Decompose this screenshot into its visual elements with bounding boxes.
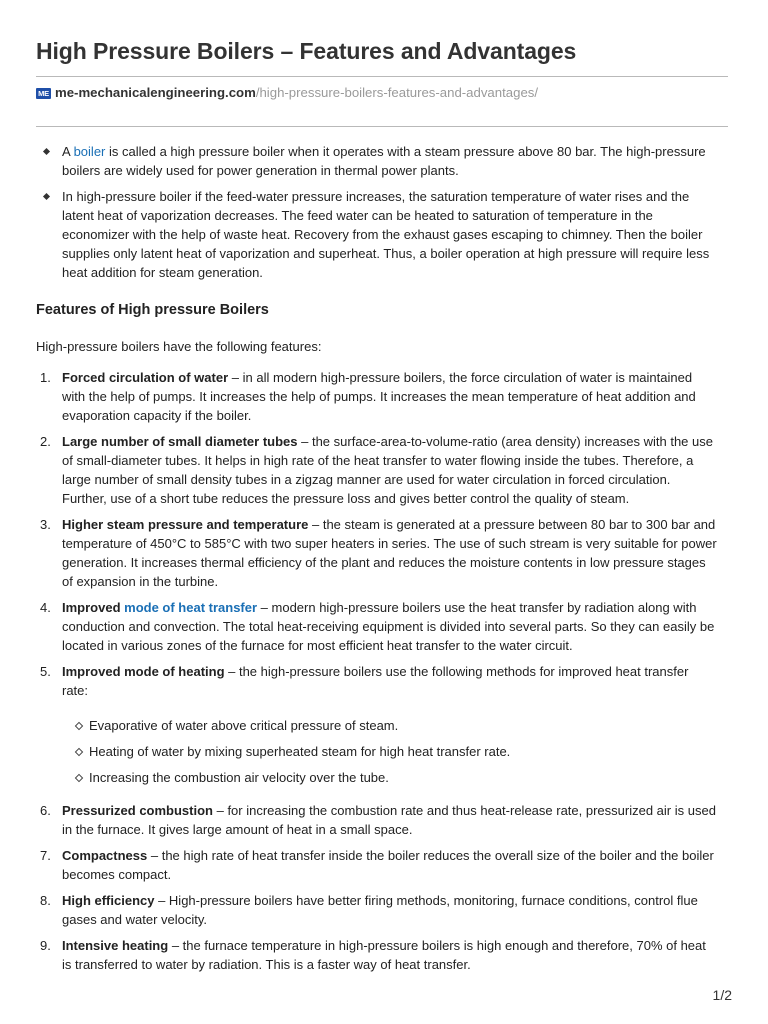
source-domain[interactable]: me-mechanicalengineering.com [55,85,256,100]
feature-text: – the high rate of heat transfer inside the boiler reduces the overall size of the boiler and the boiler becomes compact. [62,848,714,882]
item-number: 2. [40,434,51,449]
feature-item [40,891,718,929]
sub-list-item: Evaporative of water above critical pressure of steam. [89,716,718,735]
feature-item [40,846,718,884]
list-item: In high-pressure boiler if the feed-water pressure increases, the saturation temperature of water rises and the latent heat of vaporization decreases. The feed water can be heated to saturation of temperature in the economizer with the help of waste heat. Recovery from the exhaust gases escaping to chimney. Then the boiler supplies only latent heat of vaporization and superheat. Thus, a boiler operation at high pressure will require less heat addition for steam generation. [62,187,718,282]
features-heading: Features of High pressure Boilers [36,302,269,318]
bullet-text: is called a high pressure boiler when it operates with a steam pressure above 80 bar. The high-pressure boilers are widely used for power generation in thermal power plants. [62,144,706,178]
bullet-text: A [62,144,74,159]
item-number: 7. [40,848,51,863]
page-number: 1/2 [712,987,732,1003]
source-url[interactable] [36,84,538,102]
feature-title: High efficiency [62,893,155,908]
feature-item [40,598,718,655]
item-number: 9. [40,938,51,953]
item-number: 1. [40,370,51,385]
feature-item [40,662,718,787]
feature-text: – the high-pressure boilers use the following methods for improved heat transfer rate: [62,664,689,698]
feature-item [40,515,718,591]
item-number: 3. [40,517,51,532]
feature-text: – modern high-pressure boilers use the heat transfer by radiation along with conduction and convection. The total heat-receiving equipment is divided into several parts. So they can easily be located in various zones of the furnace for most efficient heat transfer to the water circuit. [62,600,715,653]
feature-text: – in all modern high-pressure boilers, the force circulation of water is maintained with the help of pumps. It increases the help of pumps. It increases the mean temperature of heat addition and evaporation capacity if the boiler. [62,370,696,423]
feature-text: – High-pressure boilers have better firing methods, monitoring, furnace conditions, control flue gases and water velocity. [62,893,698,927]
feature-title: Pressurized combustion [62,803,213,818]
feature-title: Forced circulation of water [62,370,229,385]
item-number: 4. [40,600,51,615]
page-title: High Pressure Boilers – Features and Advantages [36,38,577,64]
feature-text: – the furnace temperature in high-pressure boilers is high enough and therefore, 70% of heat is transferred to water by radiation. This is a faster way of heat transfer. [62,938,706,972]
features-list [36,368,718,974]
feature-title: Higher steam pressure and temperature [62,517,309,532]
feature-text: – the steam is generated at a pressure between 80 bar to 300 bar and temperature of 450°C to 585°C with two super heaters in series. The use of such stream is very suitable for power generation. It increases thermal efficiency of the plant and reduces the moisture contents in low pressure stages of expansion in the turbine. [62,517,717,589]
feature-text: – the surface-area-to-volume-ratio (area density) increases with the use of small-diameter tubes. It helps in high rate of the heat transfer to water flowing inside the tubes. Therefore, a large number of small density tubes in a zigzag manner are used for water circulation in forced circulation. Further, use of a short tube reduces the pressure loss and gives better control the quality of steam. [62,434,713,506]
site-logo-icon: ME [36,88,51,99]
sub-list-item: Increasing the combustion air velocity over the tube. [89,768,718,787]
feature-title: Compactness [62,848,148,863]
features-intro: High-pressure boilers have the following features: [36,339,322,354]
heat-transfer-link[interactable]: mode of heat transfer [124,600,258,615]
feature-item [40,801,718,839]
boiler-link[interactable]: boiler [73,144,106,159]
feature-item [40,368,718,425]
feature-title: Intensive heating [62,938,169,953]
heating-methods-list [62,716,718,787]
feature-title: Large number of small diameter tubes [62,434,298,449]
sub-list-item: Heating of water by mixing superheated steam for high heat transfer rate. [89,742,718,761]
title-divider [36,76,728,77]
feature-title: Improved [62,600,121,615]
item-number: 5. [40,664,51,679]
header-divider [36,126,728,127]
item-number: 6. [40,803,51,818]
list-item [62,142,718,180]
feature-text: – for increasing the combustion rate and thus heat-release rate, pressurized air is used in the furnace. It gives large amount of heat in a small space. [62,803,716,837]
intro-bullet-list [36,142,718,282]
source-path[interactable]: /high-pressure-boilers-features-and-advantages/ [255,85,539,100]
feature-title: Improved mode of heating [62,664,225,679]
feature-item [40,936,718,974]
item-number: 8. [40,893,51,908]
feature-item [40,432,718,508]
article-body [36,142,718,981]
